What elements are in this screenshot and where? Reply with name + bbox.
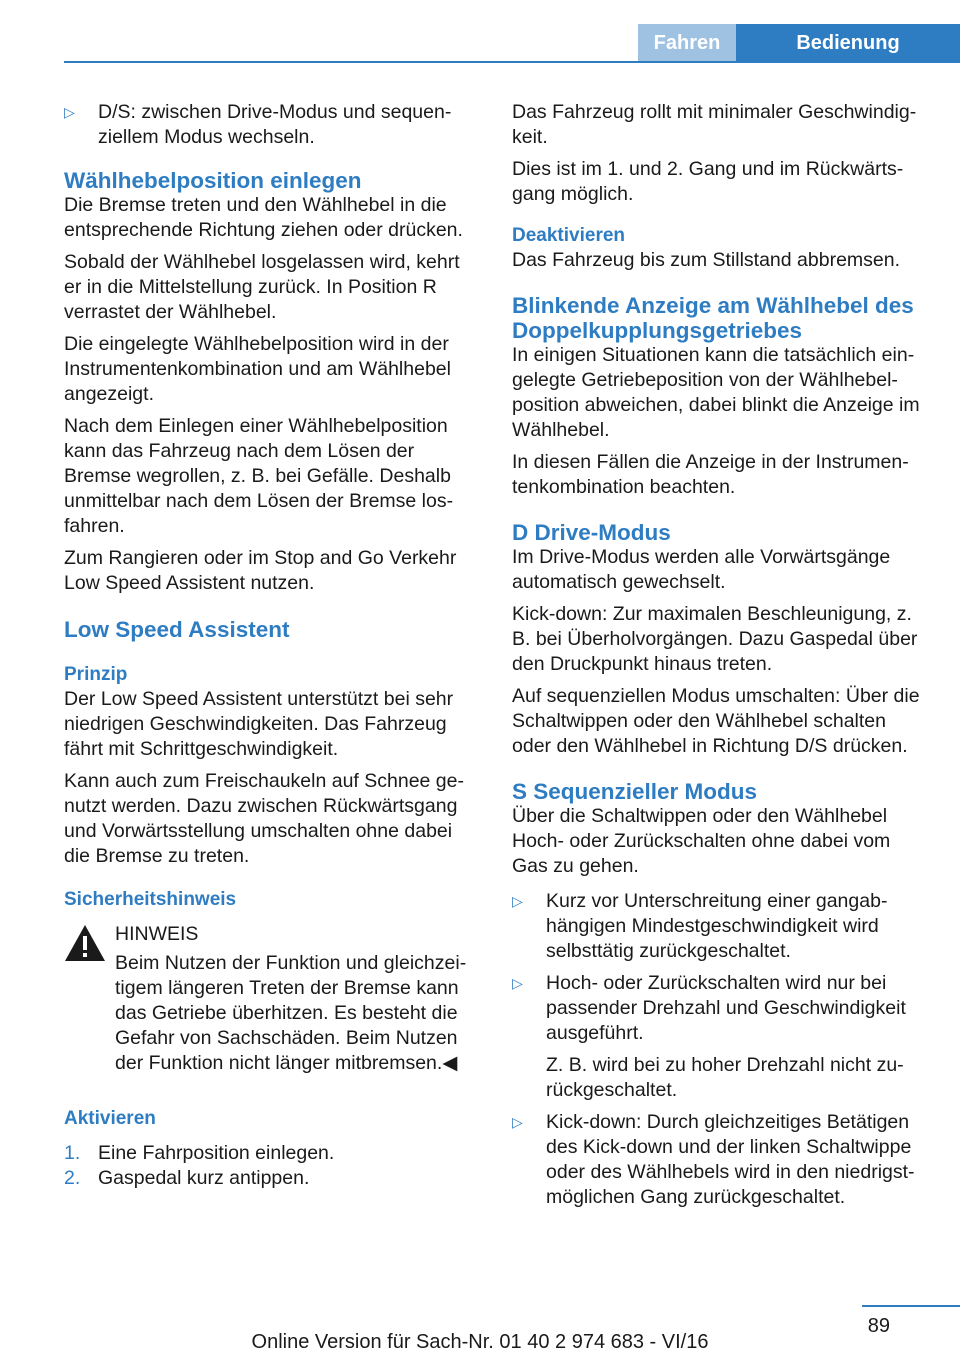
bullet-text: [546, 971, 928, 1103]
paragraph: Die Bremse treten und den Wählhebel in die entsprechende Richtung ziehen oder drücken.: [64, 194, 463, 241]
paragraph: Das Fahrzeug rollt mit minimaler Geschwindigkeit.: [512, 101, 917, 148]
paragraph: In diesen Fällen die Anzeige in der Instrumentenkombination beachten.: [512, 451, 909, 498]
step-item: [64, 1166, 478, 1191]
heading-drive-modus: D Drive-Modus: [512, 520, 671, 545]
bullet-triangle-icon: ▷: [512, 975, 523, 991]
paragraph: Der Low Speed Assistent unterstützt bei sehr niedrigen Geschwindigkeiten. Das Fahrzeug fährt mit Schrittgeschwindigkeit.: [64, 688, 454, 760]
left-column: [64, 100, 478, 1191]
heading-low-speed-assistent: Low Speed Assistent: [64, 617, 290, 642]
tab-bedienung[interactable]: Bedienung: [736, 24, 960, 62]
footer-online-version: Online Version für Sach-Nr. 01 40 2 974 683 - VI/16: [251, 1331, 709, 1353]
paragraph: Auf sequenziellen Modus umschalten: Über die Schaltwippen oder den Wählhebel schalten oder den Wählhebel in Richtung D/S drücken.: [512, 685, 920, 757]
warning-title: HINWEIS: [115, 923, 199, 945]
bullet-item: [64, 100, 478, 150]
bullet-triangle-icon: ▷: [512, 1114, 523, 1130]
step-number: 2.: [64, 1167, 81, 1189]
step-item: [64, 1141, 478, 1166]
paragraph: Über die Schaltwippen oder den Wählhebel Hoch- oder Zurückschalten ohne dabei vom Gas zu gehen.: [512, 805, 891, 877]
paragraph: Kann auch zum Freischaukeln auf Schnee genutzt werden. Dazu zwischen Rückwärtsgang und Vorwärtsstellung umschalten ohne dabei die Bremse zu treten.: [64, 770, 464, 867]
paragraph: Zum Rangieren oder im Stop and Go Verkehr Low Speed Assistent nutzen.: [64, 547, 457, 594]
footer-rule: [862, 1305, 960, 1307]
warning-triangle-icon: [64, 924, 106, 962]
step-text: Gaspedal kurz antippen.: [98, 1167, 310, 1189]
paragraph: Kick-down: Zur maximalen Beschleunigung, z. B. bei Überholvorgängen. Dazu Gaspedal über den Druckpunkt hinaus treten.: [512, 603, 918, 675]
heading-prinzip: Prinzip: [64, 664, 128, 685]
warning-text: Beim Nutzen der Funktion und gleichzeitigem längeren Treten der Bremse kann das Getriebe überhitzen. Es besteht die Gefahr von Sachschäden. Beim Nutzen der Funktion nicht länger mitbremsen.◀: [115, 952, 467, 1074]
header-rule: [64, 61, 960, 63]
bullet-subtext: Z. B. wird bei zu hoher Drehzahl nicht zurückgeschaltet.: [546, 1054, 904, 1101]
page-number: 89: [867, 1315, 890, 1337]
heading-waehlhebelposition: Wählhebelposition einlegen: [64, 168, 362, 193]
heading-sequenzieller-modus: S Sequenzieller Modus: [512, 779, 758, 804]
step-number: 1.: [64, 1142, 81, 1164]
paragraph: Die eingelegte Wählhebelposition wird in der Instrumentenkombination und am Wählhebel angezeigt.: [64, 333, 451, 405]
paragraph: Sobald der Wählhebel losgelassen wird, kehrt er in die Mittelstellung zurück. In Position R verrastet der Wählhebel.: [64, 251, 460, 323]
top-navigation: [638, 24, 960, 62]
bullet-text: Kick-down: Durch gleichzeitiges Betätigen des Kick-down und der linken Schaltwippe oder des Wählhebels wird in den niedrigstmöglichen Gang zurückgeschaltet.: [546, 1111, 915, 1208]
step-text: Eine Fahrposition einlegen.: [98, 1142, 335, 1164]
bullet-text-main: Hoch- oder Zurückschalten wird nur bei passender Drehzahl und Geschwindigkeit ausgeführt.: [546, 972, 906, 1044]
tab-fahren[interactable]: Fahren: [638, 24, 736, 62]
heading-sicherheitshinweis: Sicherheitshinweis: [64, 889, 237, 910]
bullet-text: Kurz vor Unterschreitung einer gangabhängigen Mindestgeschwindigkeit wird selbsttätig zurückgeschaltet.: [546, 890, 888, 962]
heading-deaktivieren: Deaktivieren: [512, 225, 626, 246]
paragraph: Das Fahrzeug bis zum Stillstand abbremsen.: [512, 249, 901, 271]
heading-blinkende-anzeige: Blinkende Anzeige am Wählhebel des Doppelkupplungsgetriebes: [512, 293, 914, 343]
bullet-triangle-icon: ▷: [64, 104, 75, 120]
bullet-item: [512, 1110, 928, 1210]
heading-aktivieren: Aktivieren: [64, 1108, 156, 1129]
bullet-triangle-icon: ▷: [512, 893, 523, 909]
warning-box: [64, 922, 478, 1076]
paragraph: In einigen Situationen kann die tatsächlich eingelegte Getriebeposition von der Wählhebelposition abweichen, dabei blinkt die Anzeige im Wählhebel.: [512, 344, 920, 441]
paragraph: Im Drive-Modus werden alle Vorwärtsgänge automatisch gewechselt.: [512, 546, 891, 593]
paragraph: Dies ist im 1. und 2. Gang und im Rückwärtsgang möglich.: [512, 158, 904, 205]
bullet-item: [512, 971, 928, 1103]
right-column: [512, 100, 928, 1217]
bullet-text: D/S: zwischen Drive-Modus und sequenziellem Modus wechseln.: [98, 101, 452, 148]
paragraph: Nach dem Einlegen einer Wählhebelposition kann das Fahrzeug nach dem Lösen der Bremse wegrollen, z. B. bei Gefälle. Deshalb unmittelbar nach dem Lösen der Bremse losfahren.: [64, 415, 454, 537]
bullet-item: [512, 889, 928, 964]
